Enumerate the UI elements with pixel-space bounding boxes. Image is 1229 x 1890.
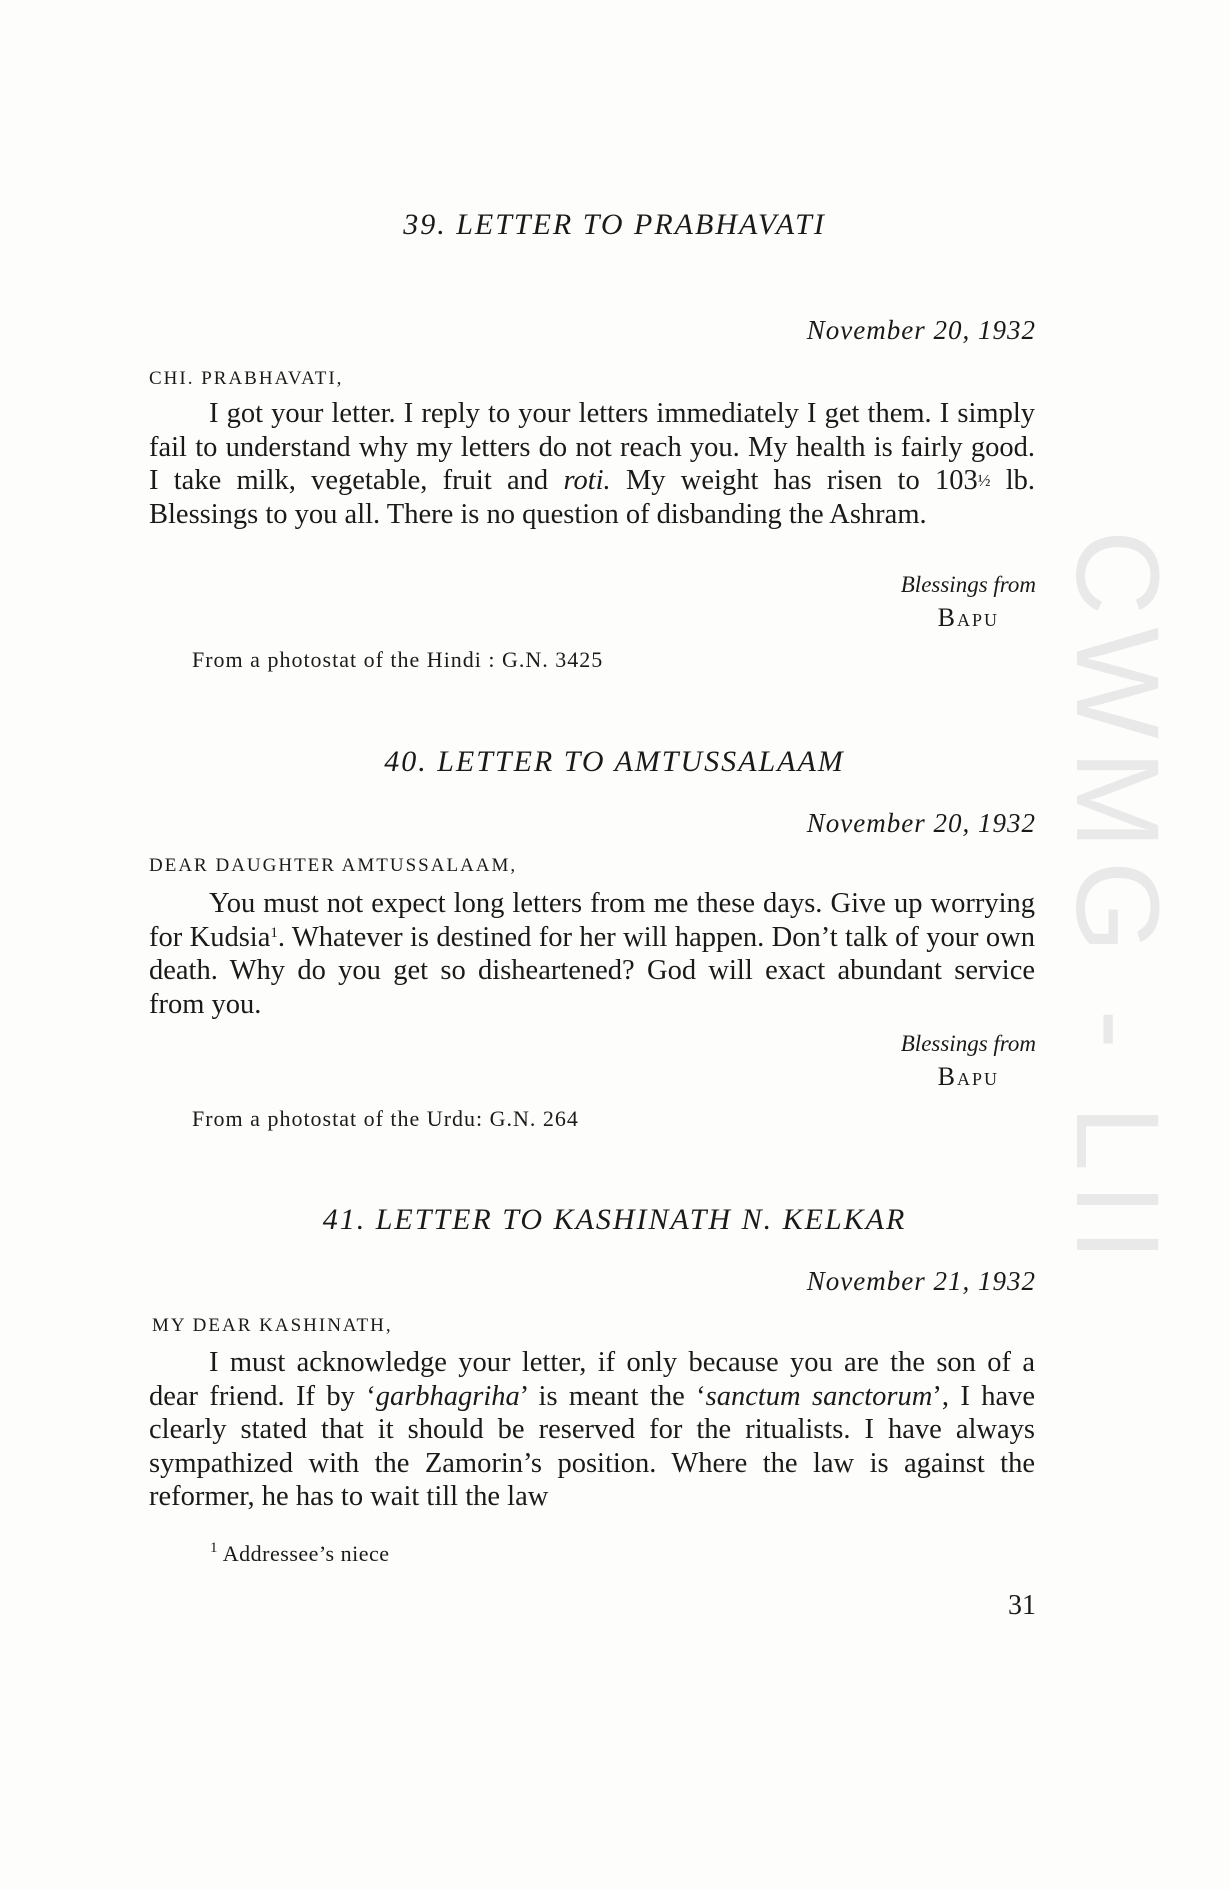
- source-note: From a photostat of the Urdu: G.N. 264: [192, 1106, 579, 1131]
- letter-date: November 20, 1932: [806, 315, 1036, 345]
- letter-title: LETTER TO KASHINATH N. KELKAR: [375, 1203, 907, 1236]
- body-text: I got your letter. I reply to your letters immediately I get them. I simply fail to understand why my letters do not reach you. My health is fairly good. I take milk, vegetable, fruit and: [149, 398, 1035, 496]
- body-italic: roti.: [563, 465, 611, 496]
- body-italic: sanctum sanctorum: [705, 1380, 933, 1412]
- letter-date: November 20, 1932: [806, 808, 1036, 838]
- watermark: CWMG - LII: [1051, 530, 1183, 1273]
- letter-number: 40.: [384, 745, 428, 778]
- signature: Bapu: [937, 1062, 999, 1091]
- body-text: ’ is meant the ‘: [519, 1380, 706, 1412]
- footnote-text: Addressee’s niece: [222, 1541, 390, 1566]
- body-text: My weight has risen to 103: [625, 465, 978, 496]
- signature: Bapu: [937, 603, 999, 632]
- letter-40-heading: [0, 745, 1229, 779]
- page-number: 31: [1008, 1590, 1036, 1621]
- letter-number: 39.: [403, 208, 447, 241]
- salutation: MY DEAR KASHINATH,: [152, 1315, 393, 1336]
- source-note: From a photostat of the Hindi : G.N. 3425: [192, 647, 604, 672]
- letter-39-heading: [0, 208, 1229, 242]
- footnote-marker: 1: [210, 1540, 218, 1556]
- footnote-ref: 1: [270, 924, 278, 941]
- letter-title: LETTER TO AMTUSSALAAM: [437, 745, 845, 778]
- letter-title: LETTER TO PRABHAVATI: [456, 208, 826, 241]
- blessing: Blessings from: [900, 572, 1036, 597]
- body-text: lb. Blessings to you all. There is no question of disbanding the Ashram.: [149, 465, 1036, 530]
- letter-41-heading: [0, 1203, 1229, 1237]
- body-text: You must not expect long letters from me these days. Give up worrying for Kudsia: [149, 888, 1035, 953]
- letter-date: November 21, 1932: [806, 1266, 1036, 1296]
- letter-body: [149, 1346, 1035, 1514]
- salutation: CHI. PRABHAVATI,: [149, 368, 344, 389]
- letter-body: [149, 397, 1035, 531]
- body-text: ’, I have clearly stated that it should be reserved for the ritualists. I have always sympathized with the Zamorin’s position. Where the law is against the reformer, he has to wait till the law: [149, 1380, 1035, 1512]
- body-italic: garbhagriha: [375, 1380, 520, 1412]
- salutation: DEAR DAUGHTER AMTUSSALAAM,: [149, 855, 518, 876]
- blessing: Blessings from: [900, 1031, 1036, 1056]
- fraction: ½: [977, 471, 991, 490]
- body-text: . Whatever is destined for her will happen. Don’t talk of your own death. Why do you get so disheartened? God will exact abundant service from you.: [149, 921, 1035, 1020]
- footnote: [210, 1541, 390, 1567]
- letter-number: 41.: [322, 1203, 367, 1236]
- body-text: I must acknowledge your letter, if only because you are the son of a dear friend. If by ‘: [149, 1347, 1035, 1412]
- letter-body: [149, 887, 1035, 1021]
